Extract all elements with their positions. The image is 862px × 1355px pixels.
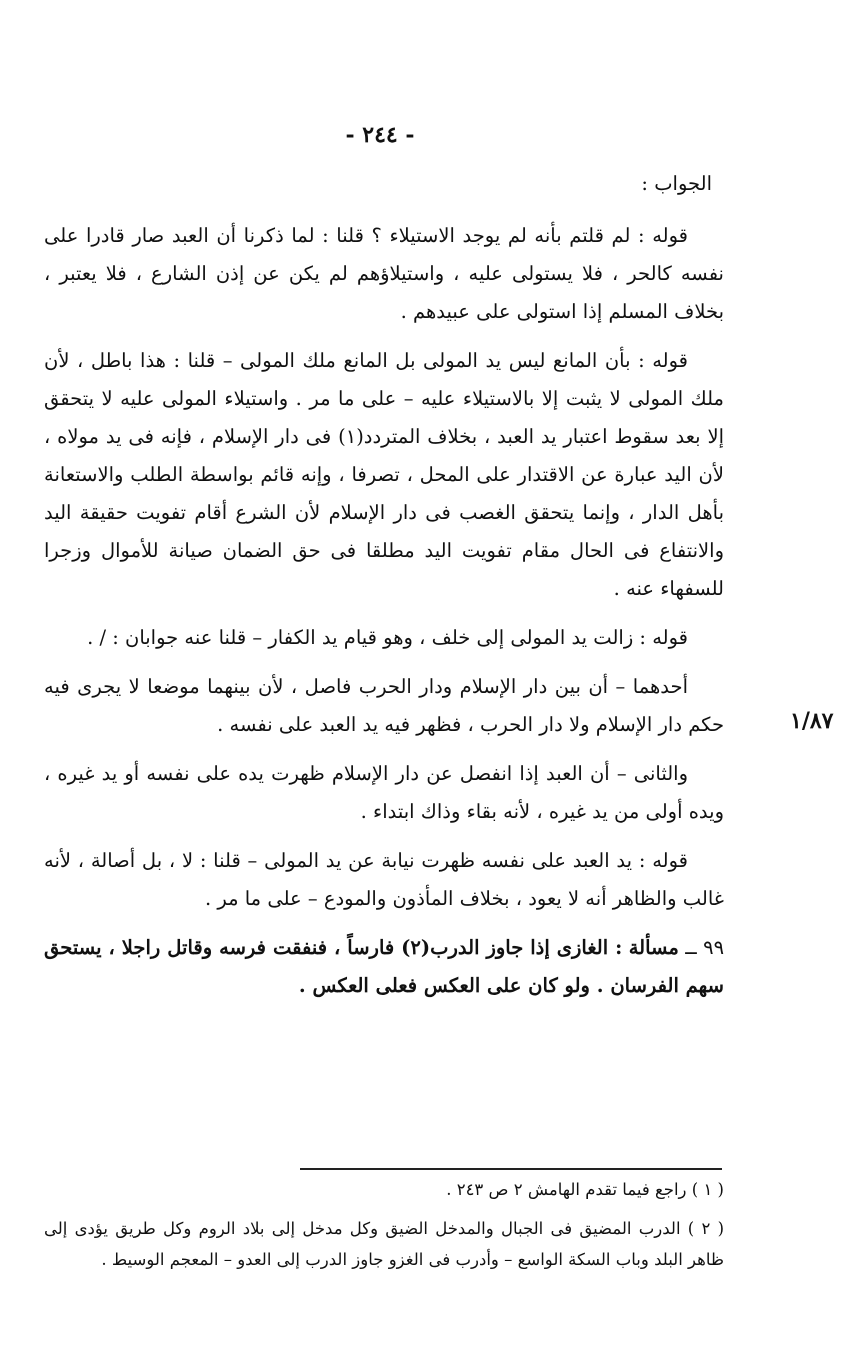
- footnote-2: ( ٢ ) الدرب المضيق فى الجبال والمدخل الضيق وكل مدخل إلى بلاد الروم وكل طريق يؤدى إلى ظاهر البلد وباب السكة الواسع – وأدرب فى الغزو جاوز الدرب إلى العدو – المعجم الوسيط .: [44, 1219, 725, 1269]
- page-number: - ٢٤٤ -: [345, 122, 415, 148]
- masala-number: ٩٩ ــ: [685, 936, 725, 959]
- masala-paragraph: [44, 929, 724, 1005]
- footnote-divider: [300, 1168, 722, 1170]
- paragraph-1: قوله : لم قلتم بأنه لم يوجد الاستيلاء ؟ قلنا : لما ذكرنا أن العبد صار قادرا على نفسه كالحر ، فلا يستولى عليه ، واستيلاؤهم لم يكن عن إذن الشارع ، فلا يعتبر ، بخلاف المسلم إذا استولى على عبيدهم .: [44, 224, 724, 323]
- paragraph-6: قوله : يد العبد على نفسه ظهرت نيابة عن يد المولى – قلنا : لا ، بل أصالة ، لأنه غالب والظاهر أنه لا يعود ، بخلاف المأذون والمودع – على ما مر .: [44, 849, 724, 910]
- paragraph-4: أحدهما – أن بين دار الإسلام ودار الحرب فاصل ، لأن بينهما موضعا لا يجرى فيه حكم دار الإسلام ولا دار الحرب ، فظهر فيه يد العبد على نفسه .: [44, 675, 724, 736]
- paragraph-5: والثانى – أن العبد إذا انفصل عن دار الإسلام ظهرت يده على نفسه أو يد غيره ، ويده أولى من يد غيره ، لأنه بقاء وذاك ابتداء .: [44, 762, 724, 823]
- paragraph-2: قوله : بأن المانع ليس يد المولى بل المانع ملك المولى – قلنا : هذا باطل ، لأن ملك المولى لا يثبت إلا بالاستيلاء عليه – على ما مر . واستيلاء المولى عليه لا يتحقق إلا بعد سقوط اعتبار يد العبد ، بخلاف المتردد(١) فى دار الإسلام ، فإنه فى يد مولاه ، لأن اليد عبارة عن الاقتدار على المحل ، تصرفا ، وإنه قائم بواسطة الطلب والاستعانة بأهل الدار ، وإنما يتحقق الغصب فى دار الإسلام لأن الشرع أقام تفويت حقيقة اليد والانتفاع فى الحال مقام تفويت اليد مطلقا فى حق الضمان صيانة للأموال وزجرا للسفهاء عنه .: [44, 349, 724, 600]
- masala-label: مسألة: [628, 936, 679, 959]
- paragraph-3: قوله : زالت يد المولى إلى خلف ، وهو قيام يد الكفار – قلنا عنه جوابان : / .: [87, 626, 688, 649]
- section-heading: الجواب :: [641, 172, 712, 195]
- footnote-1: ( ١ ) راجع فيما تقدم الهامش ٢ ص ٢٤٣ .: [446, 1180, 724, 1199]
- footnotes: [44, 1174, 724, 1283]
- main-text: [44, 165, 724, 1016]
- margin-folio-note: ١/٨٧: [790, 708, 834, 734]
- masala-text: : الغازى إذا جاوز الدرب(٢) فارساً ، فنفقت فرسه وقاتل راجلا ، يستحق سهم الفرسان . ولو كان على العكس فعلى العكس .: [44, 936, 724, 997]
